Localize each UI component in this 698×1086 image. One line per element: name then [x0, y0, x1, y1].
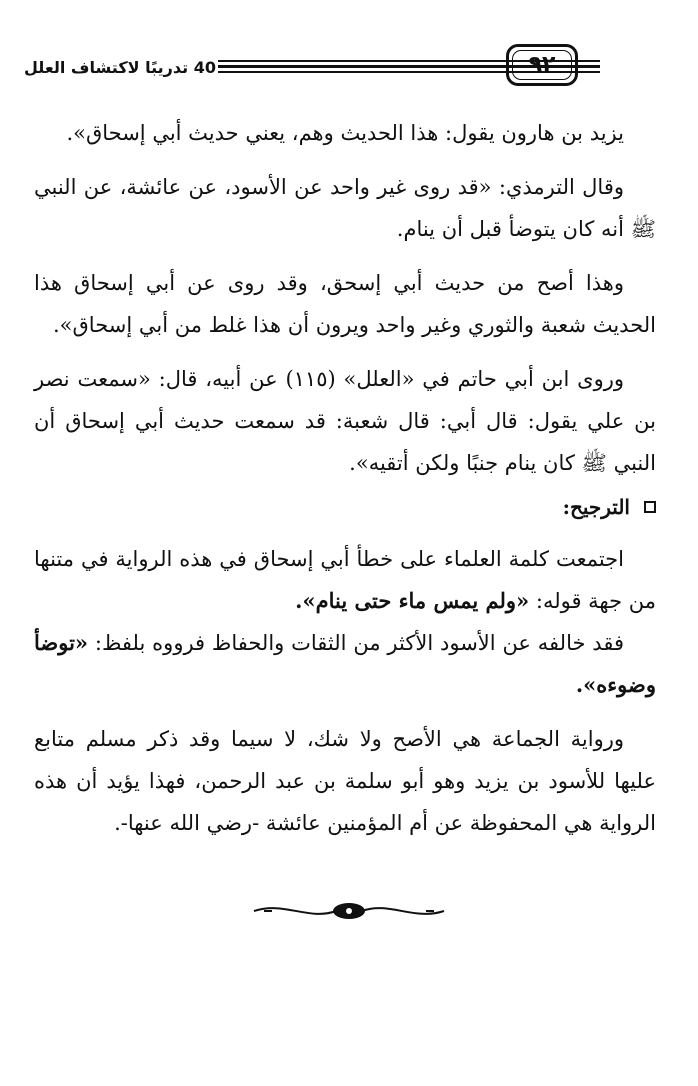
section-heading-text: الترجيح:: [562, 495, 630, 519]
paragraph-1: يزيد بن هارون يقول: هذا الحديث وهم، يعني حديث أبي إسحاق».: [66, 121, 624, 145]
end-ornament-icon: [244, 899, 454, 923]
paragraph-5-bold-quote: «ولم يمس ماء حتى ينام».: [295, 588, 530, 613]
paragraph-5-text: اجتمعت كلمة العلماء على خطأ أبي إسحاق في هذه الرواية في متنها من جهة قوله:: [34, 547, 656, 613]
paragraph-3: وهذا أصح من حديث أبي إسحق، وقد روى عن أبي إسحاق هذا الحديث شعبة والثوري وغير واحد ويرون أن هذا غلط من أبي إسحاق».: [34, 271, 656, 337]
section-heading: [34, 488, 656, 526]
book-title: 40 تدريبًا لاكتشاف العلل: [24, 58, 216, 77]
main-text: [34, 112, 656, 844]
paragraph-4: وروى ابن أبي حاتم في «العلل» (١١٥) عن أبيه، قال: «سمعت نصر بن علي يقول: قال أبي: قال شعبة: قد سمعت حديث أبي إسحاق أن النبي ﷺ كان ينام جنبًا ولكن أتقيه».: [34, 367, 656, 475]
paragraph-7: ورواية الجماعة هي الأصح ولا شك، لا سيما وقد ذكر مسلم متابع عليها للأسود بن يزيد وهو أبو سلمة بن عبد الرحمن، فهذا يؤيد أن هذه الرواية هي المحفوظة عن أم المؤمنين عائشة -رضي الله عنها-.: [34, 727, 656, 835]
paragraph-6-bold-quote: «توضأ وضوءه».: [34, 630, 656, 697]
paragraph-gap: [34, 250, 656, 262]
square-bullet-icon: [644, 501, 656, 513]
paragraph-gap: [34, 526, 656, 538]
paragraph-6: [34, 622, 656, 706]
paragraph-6-text: فقد خالفه عن الأسود الأكثر من الثقات والحفاظ فرووه بلفظ:: [94, 631, 624, 655]
paragraph-gap: [34, 346, 656, 358]
paragraph-gap: [34, 706, 656, 718]
paragraph-2: وقال الترمذي: «قد روى غير واحد عن الأسود، عن عائشة، عن النبي ﷺ أنه كان يتوضأ قبل أن ينام.: [34, 175, 656, 241]
page-number: ٩٢: [528, 52, 556, 77]
page-header: [0, 38, 698, 100]
paragraph-5: [34, 538, 656, 622]
paragraph-gap: [34, 154, 656, 166]
